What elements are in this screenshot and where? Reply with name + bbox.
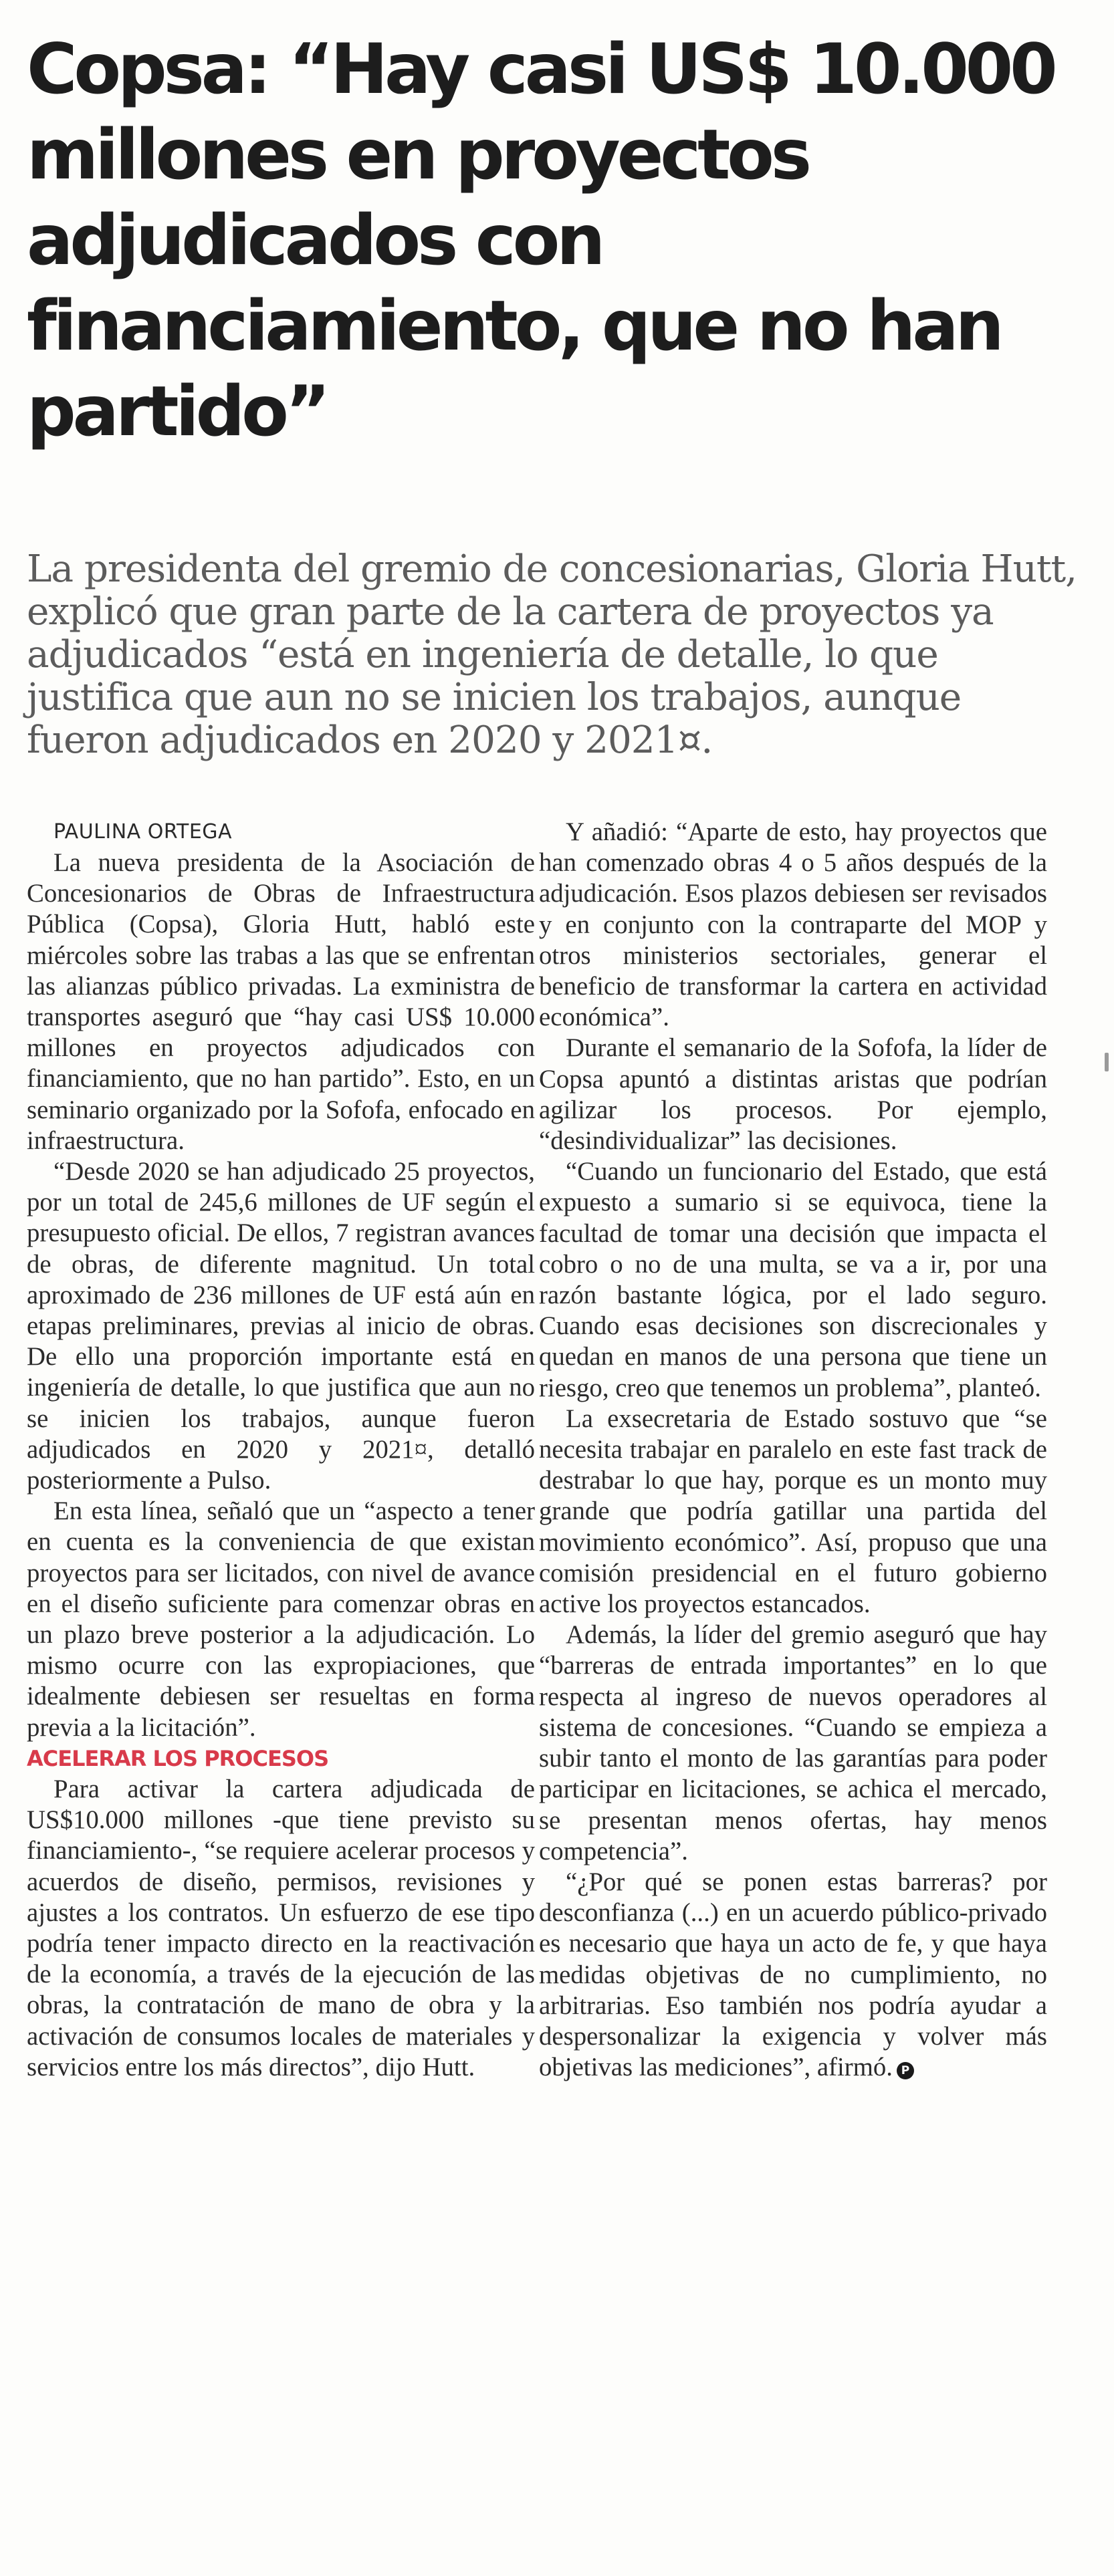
body-paragraph-final <box>539 1867 1047 2083</box>
body-paragraph-text: “¿Por qué se ponen estas barreras? por desconfianza (...) en un acuerdo público-privado es necesario que haya un acto de fe, y que haya medidas objetivas de no cumplimiento, no arbitrarias. Eso también nos podría ayudar a despersonalizar la exigencia y volver más objetivas las mediciones”, afirmó. <box>539 1867 1047 2082</box>
page-fold-mark <box>1105 1053 1109 1071</box>
body-paragraph: “Desde 2020 se han adjudicado 25 proyectos, por un total de 245,6 millones de UF según el presupuesto oficial. De ellos, 7 registran avances de obras, de diferente magnitud. Un total aproximado de 236 millones de UF está aún en etapas preliminares, previas al inicio de obras. De ello una proporción importante está en ingeniería de detalle, lo que justifica que aun no se inicien los trabajos, aunque fueron adjudicados en 2020 y 2021¤, detalló posteriormente a Pulso. <box>27 1157 535 1495</box>
article-column-left <box>27 817 535 2083</box>
body-paragraph: Y añadió: “Aparte de esto, hay proyectos que han comenzado obras 4 o 5 años después de la adjudicación. Esos plazos debiesen ser revisados y en conjunto con la contraparte del MOP y otros ministerios sectoriales, generar el beneficio de transformar la cartera en actividad económica”. <box>539 817 1047 1032</box>
section-subheading: ACELERAR LOS PROCESOS <box>27 1745 329 1771</box>
body-paragraph: Además, la líder del gremio aseguró que hay “barreras de entrada importantes” en lo que respecta al ingreso de nuevos operadores al sistema de concesiones. “Cuando se empieza a subir tanto el monto de las garantías para poder participar en licitaciones, se achica el mercado, se presentan menos ofertas, hay menos competencia”. <box>539 1620 1047 1865</box>
article-column-right <box>539 817 1047 2083</box>
body-paragraph: En esta línea, señaló que un “aspecto a tener en cuenta es la conveniencia de que existan proyectos para ser licitados, con nivel de avance en el diseño suficiente para comenzar obras en un plazo breve posterior a la adjudicación. Lo mismo ocurre con las expropiaciones, que idealmente debiesen ser resueltas en forma previa a la licitación”. <box>27 1497 535 1742</box>
body-paragraph: La exsecretaria de Estado sostuvo que “se necesita trabajar en paralelo en este fast track de destrabar lo que hay, porque es un monto muy grande que podría gatillar una partida del movimiento económico”. Así, propuso que una comisión presidencial en el futuro gobierno active los proyectos estancados. <box>539 1404 1047 1619</box>
body-paragraph: Para activar la cartera adjudicada de US$10.000 millones -que tiene previsto su financiamiento-, “se requiere acelerar procesos y acuerdos de diseño, permisos, revisiones y ajustes a los contratos. Un esfuerzo de ese tipo podría tener impacto directo en la reactivación de la economía, a través de la ejecución de las obras, la contratación de mano de obra y la activación de consumos locales de materiales y servicios entre los más directos”, dijo Hutt. <box>27 1774 535 2081</box>
deck-summary: La presidenta del gremio de concesionarias, Gloria Hutt, explicó que gran parte de la cartera de proyectos ya adjudicados “está en ingeniería de detalle, lo que justifica que aun no se inicien los trabajos, aunque fueron adjudicados en 2020 y 2021¤. <box>27 547 1077 762</box>
body-paragraph: “Cuando un funcionario del Estado, que está expuesto a sumario si se equivoca, tiene la facultad de tomar una decisión que impacta el cobro o no de una multa, se va a ir, por una razón bastante lógica, por el lado seguro. Cuando esas decisiones son discrecionales y quedan en manos de una persona que tiene un riesgo, creo que tenemos un problema”, planteó. <box>539 1157 1047 1402</box>
body-paragraph: Durante el semanario de la Sofofa, la líder de Copsa apuntó a distintas aristas que podrían agilizar los procesos. Por ejemplo, “desindividualizar” las decisiones. <box>539 1033 1047 1156</box>
headline: Copsa: “Hay casi US$ 10.000 millones en proyectos adjudicados con financiamiento, que no han partido” <box>27 29 1054 452</box>
end-mark-icon: P <box>897 2062 914 2079</box>
body-paragraph: La nueva presidenta de la Asociación de Concesionarios de Obras de Infraestructura Pública (Copsa), Gloria Hutt, habló este miércoles sobre las trabas a las que se enfrentan las alianzas público privadas. La exministra de transportes aseguró que “hay casi US$ 10.000 millones en proyectos adjudicados con financiamiento, que no han partido”. Esto, en un seminario organizado por la Sofofa, enfocado en infraestructura. <box>27 848 535 1155</box>
byline: PAULINA ORTEGA <box>53 820 233 844</box>
